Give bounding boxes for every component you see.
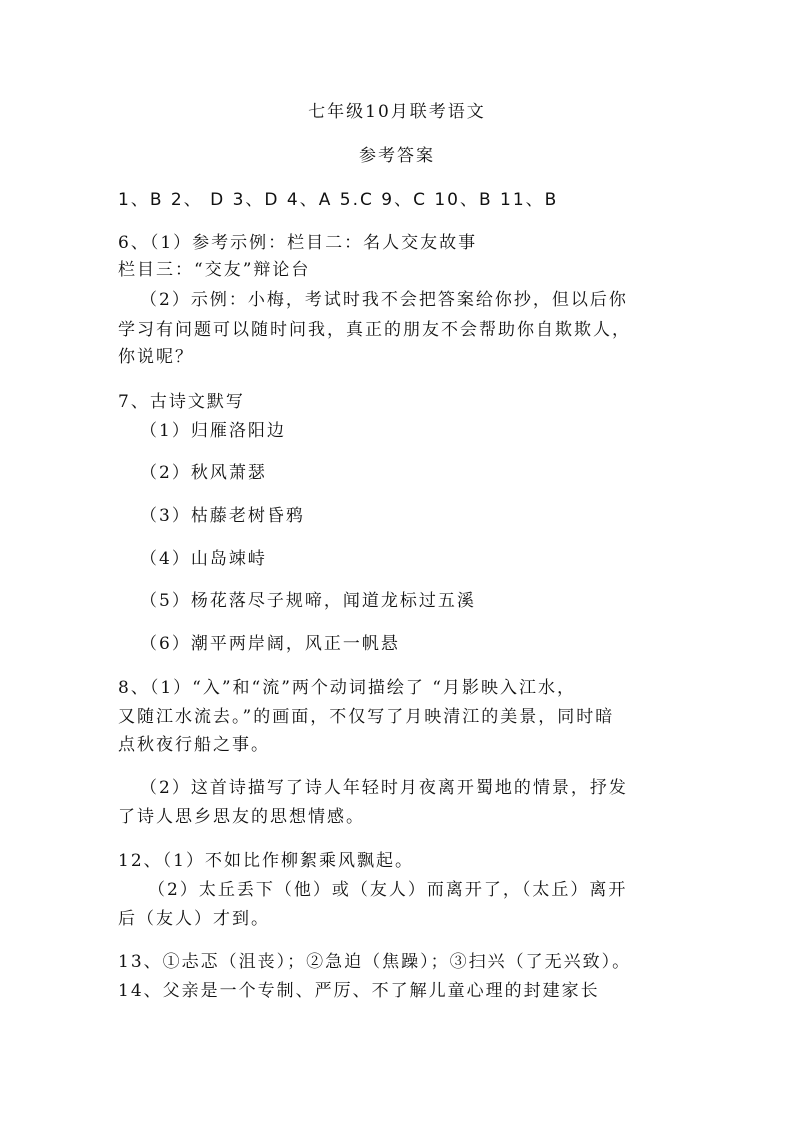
answer-q8-line-4: （2）这首诗描写了诗人年轻时月夜离开蜀地的情景，抒发	[140, 778, 628, 798]
answer-q8-line-2: 又随江水流去。”的画面，不仅写了月映清江的美景，同时暗	[118, 707, 615, 727]
answer-q7-item: （4）山岛竦峙	[140, 549, 267, 569]
answer-q7-item: （1）归雁洛阳边	[140, 421, 286, 441]
answer-q7-heading: 7、古诗文默写	[118, 392, 245, 412]
answer-q6-line-3: （2）示例：小梅，考试时我不会把答案给你抄，但以后你	[140, 290, 628, 310]
answer-q12-line-1: 12、（1）不如比作柳絮乘风飘起。	[118, 851, 414, 871]
answer-q6-line-4: 学习有问题可以随时问我，真正的朋友不会帮助你自欺欺人，	[118, 320, 631, 340]
answer-q6-line-2: 栏目三：“交友”辩论台	[118, 260, 311, 280]
answer-q7-item: （2）秋风萧瑟	[140, 463, 267, 483]
answer-q6-line-5: 你说呢？	[118, 347, 194, 367]
answer-q7-item: （6）潮平两岸阔，风正一帆悬	[140, 634, 400, 654]
answer-q8-line-5: 了诗人思乡思友的思想情感。	[118, 807, 365, 827]
answer-q13: 13、①忐忑（沮丧）；②急迫（焦躁）；③扫兴（了无兴致）。	[118, 952, 632, 972]
answer-q7-item: （3）枯藤老树昏鸦	[140, 506, 305, 526]
answer-q14: 14、父亲是一个专制、严厉、不了解儿童心理的封建家长	[118, 981, 600, 1001]
answer-q6-line-1: 6、（1）参考示例：栏目二：名人交友故事	[118, 233, 478, 253]
answer-q7-item: （5）杨花落尽子规啼，闻道龙标过五溪	[140, 591, 476, 611]
page-subtitle: 参考答案	[359, 146, 435, 166]
answer-q8-line-3: 点秋夜行船之事。	[118, 735, 270, 755]
answer-q8-line-1: 8、（1）“入”和“流”两个动词描绘了 “月影映入江水，	[118, 678, 576, 698]
answer-q12-line-3: 后（友人）才到。	[118, 909, 270, 929]
page-title: 七年级10月联考语文	[308, 102, 486, 122]
answer-q1-11: 1、B 2、 D 3、D 4、A 5.C 9、C 10、B 11、B	[118, 190, 559, 210]
answer-q12-line-2: （2）太丘丢下（他）或（友人）而离开了，（太丘）离开	[148, 880, 628, 900]
